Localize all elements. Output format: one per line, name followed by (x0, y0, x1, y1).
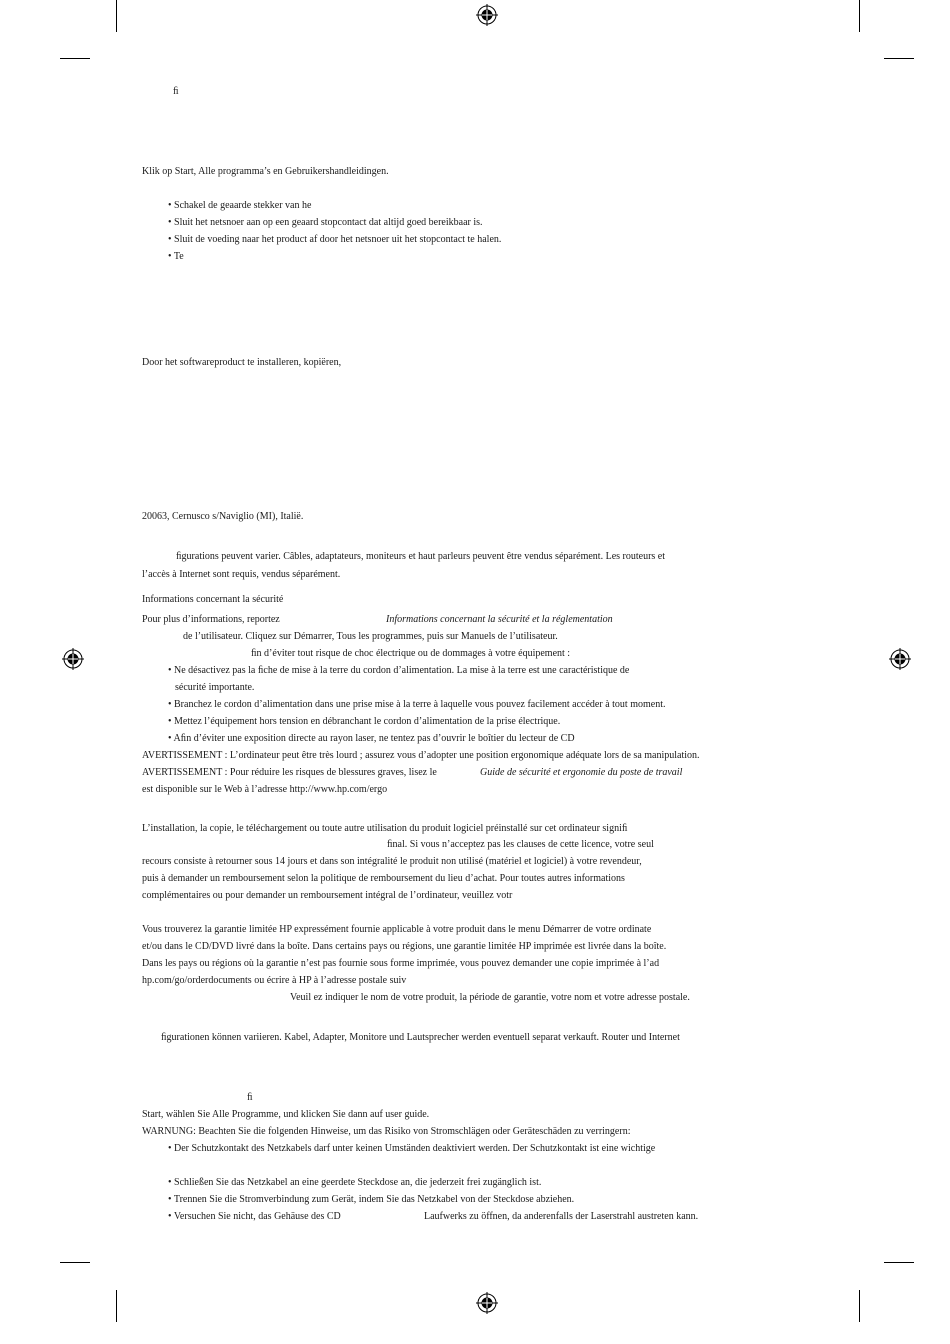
text-line: Door het softwareproduct te installeren, kopiëren, (142, 357, 342, 368)
list-item: • Der Schutzkontakt des Netzkabels darf unter keinen Umständen deaktiviert werden. Der Schutzkontakt ist eine wichtige (168, 1143, 656, 1154)
ligature-fragment: ﬁ (173, 86, 179, 97)
text-line: Dans les pays ou régions où la garantie n’est pas fournie sous forme imprimée, vous pouvez demander une copie imprimée à l’ad (142, 958, 660, 969)
list-item-continuation: sécurité importante. (175, 682, 255, 693)
list-item: • Ne désactivez pas la ﬁche de mise à la terre du cordon d’alimentation. La mise à la terre est une caractéristique de (168, 665, 630, 676)
list-item: • Branchez le cordon d’alimentation dans une prise mise à la terre à laquelle vous pouvez facilement accéder à tout moment. (168, 699, 666, 710)
list-item: • Trennen Sie die Stromverbindung zum Gerät, indem Sie das Netzkabel von der Steckdose abziehen. (168, 1194, 575, 1205)
text-line: Veuil ez indiquer le nom de votre produit, la période de garantie, votre nom et votre adresse postale. (290, 992, 690, 1003)
section-heading: Informations concernant la sécurité (142, 594, 284, 605)
text-line: Start, wählen Sie Alle Programme, und klicken Sie dann auf user guide. (142, 1109, 430, 1120)
text-line: Pour plus d’informations, reportez (142, 614, 280, 625)
crop-mark-bottom-right-vertical (859, 1290, 860, 1322)
text-line: complémentaires ou pour demander un remboursement intégral de l’ordinateur, veuillez votr (142, 890, 513, 901)
crop-mark-bottom-left-horizontal (60, 1262, 90, 1263)
text-line: 20063, Cernusco s/Naviglio (MI), Italië. (142, 511, 304, 522)
text-line: et/ou dans le CD/DVD livré dans la boîte. Dans certains pays ou régions, une garantie limitée HP imprimée est livrée dans la boîte. (142, 941, 667, 952)
warning-line: AVERTISSEMENT : Pour réduire les risques de blessures graves, lisez le (142, 767, 437, 778)
list-item: • Sluit het netsnoer aan op een geaard stopcontact dat altijd goed bereikbaar is. (168, 217, 483, 228)
crop-mark-top-left-horizontal (60, 58, 90, 59)
crop-mark-top-right-vertical (859, 0, 860, 32)
list-item: • Schließen Sie das Netzkabel an eine geerdete Steckdose an, die jederzeit frei zugänglich ist. (168, 1177, 542, 1188)
list-item: • Te (168, 251, 184, 262)
text-line: ﬁn d’éviter tout risque de choc électrique ou de dommages à votre équipement : (251, 648, 571, 659)
text-line: ﬁnal. Si vous n’acceptez pas les clauses de cette licence, votre seul (387, 839, 654, 850)
text-line: recours consiste à retourner sous 14 jours et dans son intégralité le produit non utilisé (matériel et logiciel) à votre revendeur, (142, 856, 642, 867)
registration-target-icon (889, 648, 911, 670)
text-line: l’accès à Internet sont requis, vendus séparément. (142, 569, 341, 580)
list-item: • Sluit de voeding naar het product af door het netsnoer uit het stopcontact te halen. (168, 234, 502, 245)
list-item: • Aﬁn d’éviter une exposition directe au rayon laser, ne tentez pas d’ouvrir le boîtier du lecteur de CD (168, 733, 575, 744)
text-line: Klik op Start, Alle programma’s en Gebruikershandleidingen. (142, 166, 389, 177)
document-title-reference: Guide de sécurité et ergonomie du poste de travail (480, 767, 683, 778)
text-line: ﬁgurations peuvent varier. Câbles, adaptateurs, moniteurs et haut parleurs peuvent être vendus séparément. Les routeurs et (176, 551, 666, 562)
text-line: est disponible sur le Web à l’adresse http://www.hp.com/ergo (142, 784, 388, 795)
document-title-reference: Informations concernant la sécurité et la réglementation (386, 614, 613, 625)
text-line: Vous trouverez la garantie limitée HP expressément fournie applicable à votre produit dans le menu Démarrer de votre ordinate (142, 924, 652, 935)
list-item: • Mettez l’équipement hors tension en débranchant le cordon d’alimentation de la prise électrique. (168, 716, 561, 727)
text-line: puis à demander un remboursement selon la politique de remboursement du lieu d’achat. Pour toutes autres informations (142, 873, 625, 884)
registration-target-icon (476, 4, 498, 26)
text-line: de l’utilisateur. Cliquez sur Démarrer, Tous les programmes, puis sur Manuels de l’utilisateur. (183, 631, 558, 642)
registration-target-icon (476, 1292, 498, 1314)
warning-line: AVERTISSEMENT : L’ordinateur peut être très lourd ; assurez vous d’adopter une position ergonomique adéquate lors de sa manipulation. (142, 750, 700, 761)
crop-mark-bottom-right-horizontal (884, 1262, 914, 1263)
ligature-fragment: ﬁ (247, 1092, 253, 1103)
text-line: hp.com/go/orderdocuments ou écrire à HP à l’adresse postale suiv (142, 975, 407, 986)
list-item: • Schakel de geaarde stekker van he (168, 200, 312, 211)
registration-target-icon (62, 648, 84, 670)
crop-mark-bottom-left-vertical (116, 1290, 117, 1322)
crop-mark-top-left-vertical (116, 0, 117, 32)
warning-line: WARNUNG: Beachten Sie die folgenden Hinweise, um das Risiko von Stromschlägen oder Geräteschäden zu verringern: (142, 1126, 631, 1137)
text-line: ﬁgurationen können variieren. Kabel, Adapter, Monitore und Lautsprecher werden eventuell separat verkauft. Router und Internet (161, 1032, 680, 1043)
list-item-continuation: Laufwerks zu öffnen, da anderenfalls der Laserstrahl austreten kann. (424, 1211, 699, 1222)
list-item: • Versuchen Sie nicht, das Gehäuse des CD (168, 1211, 341, 1222)
text-line: L’installation, la copie, le téléchargement ou toute autre utilisation du produit logiciel préinstallé sur cet ordinateur signiﬁ (142, 823, 628, 834)
crop-mark-top-right-horizontal (884, 58, 914, 59)
